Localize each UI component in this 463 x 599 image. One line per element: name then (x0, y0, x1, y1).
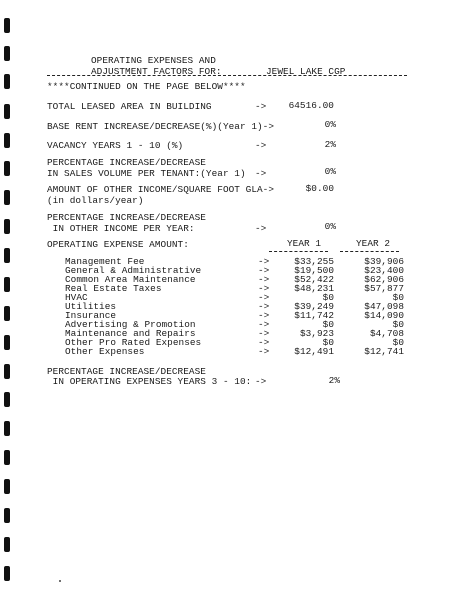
expense-label: Other Pro Rated Expenses (65, 337, 202, 348)
year2-underline (340, 251, 399, 252)
expenses-heading: OPERATING EXPENSE AMOUNT: (47, 239, 189, 250)
other-income-pct-value: 0% (324, 221, 336, 232)
other-income-label-line1: AMOUNT OF OTHER INCOME/SQUARE FOOT GLA-> (47, 184, 275, 195)
other-income-label-line2: (in dollars/year) (47, 195, 144, 206)
arrow: -> (255, 168, 267, 179)
year1-underline (269, 251, 328, 252)
other-income-pct-line2: IN OTHER INCOME PER YEAR: (47, 223, 195, 234)
arrow: -> (258, 256, 270, 267)
year1-value: $33,255 (294, 256, 334, 267)
column-header-year2: YEAR 2 (356, 238, 391, 249)
year1-value: $12,491 (294, 346, 334, 357)
punch-hole (4, 133, 10, 148)
punch-hole (4, 248, 10, 263)
year2-value: $62,906 (364, 274, 404, 285)
footer-value: 2% (328, 375, 340, 386)
header-divider (47, 75, 407, 76)
total-leased-label: TOTAL LEASED AREA IN BUILDING (47, 101, 212, 112)
punch-hole (4, 18, 10, 33)
punch-hole (4, 392, 10, 407)
year2-value: $23,400 (364, 265, 404, 276)
expense-label: Insurance (65, 310, 117, 321)
punch-hole (4, 479, 10, 494)
punch-hole (4, 537, 10, 552)
expense-label: Other Expenses (65, 346, 145, 357)
property-name: JEWEL LAKE CGP (266, 66, 346, 77)
arrow: -> (258, 328, 270, 339)
sales-label-line1: PERCENTAGE INCREASE/DECREASE (47, 157, 206, 168)
punch-hole (4, 421, 10, 436)
vacancy-label: VACANCY YEARS 1 - 10 (%) (47, 140, 184, 151)
punch-hole (4, 306, 10, 321)
year1-value: $0 (322, 319, 334, 330)
arrow: -> (258, 265, 270, 276)
arrow: -> (258, 310, 270, 321)
scan-speck (59, 580, 61, 582)
punch-hole (4, 335, 10, 350)
year2-value: $0 (392, 292, 404, 303)
expense-label: Advertising & Promotion (65, 319, 196, 330)
arrow: -> (258, 292, 270, 303)
year2-value: $57,877 (364, 283, 404, 294)
arrow: -> (258, 337, 270, 348)
year2-value: $0 (392, 337, 404, 348)
year2-value: $39,906 (364, 256, 404, 267)
arrow: -> (258, 346, 270, 357)
arrow: -> (255, 376, 267, 387)
expense-label: Maintenance and Repairs (65, 328, 196, 339)
punch-hole (4, 74, 10, 89)
expense-label: Management Fee (65, 256, 145, 267)
arrow: -> (255, 140, 267, 151)
arrow: -> (258, 283, 270, 294)
punch-hole (4, 190, 10, 205)
total-leased-value: 64516.00 (288, 100, 334, 111)
arrow: -> (258, 301, 270, 312)
year2-value: $0 (392, 319, 404, 330)
punch-hole (4, 277, 10, 292)
sales-label-line2: IN SALES VOLUME PER TENANT:(Year 1) (47, 168, 246, 179)
punch-hole (4, 566, 10, 581)
punch-hole (4, 161, 10, 176)
continued-note: ****CONTINUED ON THE PAGE BELOW**** (47, 81, 246, 92)
year1-value: $19,500 (294, 265, 334, 276)
punch-hole (4, 364, 10, 379)
footer-line1: PERCENTAGE INCREASE/DECREASE (47, 366, 206, 377)
year2-value: $47,098 (364, 301, 404, 312)
arrow: -> (255, 223, 267, 234)
expense-label: HVAC (65, 292, 88, 303)
year1-value: $39,249 (294, 301, 334, 312)
base-rent-label: BASE RENT INCREASE/DECREASE(%)(Year 1)-> (47, 121, 275, 132)
year1-value: $0 (322, 337, 334, 348)
punch-hole (4, 450, 10, 465)
punch-hole (4, 104, 10, 119)
year1-value: $0 (322, 292, 334, 303)
punch-hole (4, 46, 10, 61)
expense-label: Common Area Maintenance (65, 274, 196, 285)
expense-label: General & Administrative (65, 265, 202, 276)
punch-hole (4, 508, 10, 523)
year2-value: $12,741 (364, 346, 404, 357)
year1-value: $3,923 (299, 328, 334, 339)
expense-label: Real Estate Taxes (65, 283, 162, 294)
punch-hole (4, 219, 10, 234)
year2-value: $4,708 (369, 328, 404, 339)
arrow: -> (258, 274, 270, 285)
year1-value: $52,422 (294, 274, 334, 285)
vacancy-value: 2% (324, 139, 336, 150)
base-rent-value: 0% (324, 119, 336, 130)
header-title-line1: OPERATING EXPENSES AND (91, 55, 216, 66)
other-income-value: $0.00 (305, 183, 334, 194)
footer-line2: IN OPERATING EXPENSES YEARS 3 - 10: (47, 376, 252, 387)
punch-holes (0, 0, 20, 599)
arrow: -> (258, 319, 270, 330)
year1-value: $11,742 (294, 310, 334, 321)
expense-label: Utilities (65, 301, 117, 312)
year1-value: $48,231 (294, 283, 334, 294)
year2-value: $14,090 (364, 310, 404, 321)
column-header-year1: YEAR 1 (287, 238, 322, 249)
other-income-pct-line1: PERCENTAGE INCREASE/DECREASE (47, 212, 206, 223)
sales-value: 0% (324, 166, 336, 177)
header-title-line2: ADJUSTMENT FACTORS FOR: (91, 66, 222, 77)
arrow: -> (255, 101, 267, 112)
